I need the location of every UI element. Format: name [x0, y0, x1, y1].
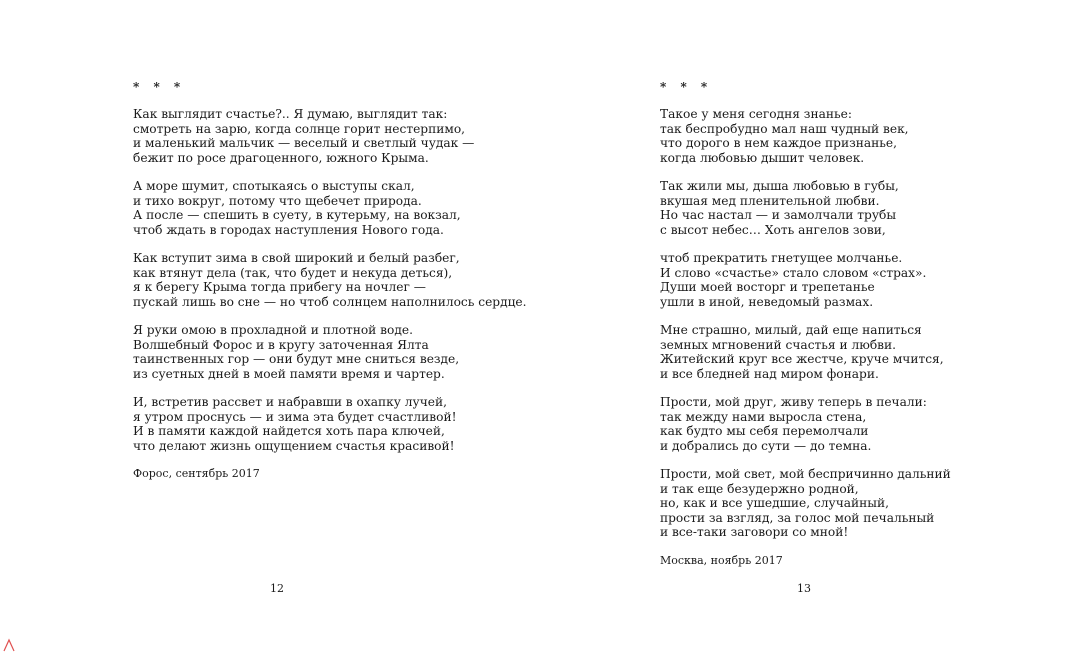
stanza [660, 323, 951, 381]
poem-foros [133, 80, 527, 481]
poem-line: бежит по росе драгоценного, южного Крыма. [133, 150, 429, 165]
poem-line: и все-таки заговори со мной! [660, 525, 849, 539]
poem-line: что дорого в нем каждое признанье, [660, 136, 897, 150]
poem-line: Я руки омою в прохладной и плотной воде. [133, 323, 413, 337]
poem-line: и так еще безудержно родной, [660, 481, 859, 496]
poem-line: И в памяти каждой найдется хоть пара ключей, [133, 424, 445, 438]
poem-line: так между нами выросла стена, [660, 409, 867, 424]
section-ornament: * * * [660, 80, 713, 94]
stanza-list [133, 107, 527, 453]
poem-line: и добрались до сути — до темна. [660, 438, 872, 453]
poem-line: Но час настал — и замолчали трубы [660, 208, 897, 222]
poem-line: и тихо вокруг, потому что щебечет природа. [133, 193, 422, 208]
stanza [660, 251, 951, 309]
poem-line: из суетных дней в моей памяти время и чартер. [133, 366, 445, 381]
poem-line: А море шумит, спотыкаясь о выступы скал, [133, 179, 415, 193]
stanza [133, 323, 527, 381]
poem-line: так беспробудно мал наш чудный век, [660, 121, 909, 136]
stanza [133, 179, 527, 237]
poem-line: с высот небес… Хоть ангелов зови, [660, 222, 886, 237]
right-page [540, 0, 1080, 655]
poem-line: чтоб ждать в городах наступления Нового года. [133, 222, 444, 237]
poem-line: Как выглядит счастье?.. Я думаю, выглядит так: [133, 107, 448, 121]
poem-line: но, как и все ушедшие, случайный, [660, 496, 889, 510]
poem-line: смотреть на зарю, когда солнце горит нестерпимо, [133, 121, 466, 136]
poem-line: как втянут дела (так, что будет и некуда деться), [133, 265, 453, 280]
poem-line: как будто мы себя перемолчали [660, 424, 869, 438]
poem-line: А после — спешить в суету, в кутерьму, на вокзал, [133, 208, 461, 222]
poem-signature: Форос, сентябрь 2017 [133, 467, 260, 480]
stanza [133, 107, 527, 165]
poem-line: Как вступит зима в свой широкий и белый разбег, [133, 251, 460, 265]
poem-line: пускай лишь во сне — но чтоб солнцем наполнилось сердце. [133, 294, 527, 309]
page-number: 12 [270, 582, 284, 595]
stanza [133, 251, 527, 309]
stanza [660, 179, 951, 237]
poem-line: что делают жизнь ощущением счастья красивой! [133, 438, 455, 453]
poem-line: И, встретив рассвет и набравши в охапку лучей, [133, 395, 447, 409]
poem-signature: Москва, ноябрь 2017 [660, 553, 783, 567]
poem-line: чтоб прекратить гнетущее молчанье. [660, 251, 903, 265]
stanza [660, 467, 951, 540]
poem-line: таинственных гор — они будут мне сниться везде, [133, 352, 460, 366]
poem-line: я утром проснусь — и зима эта будет счастливой! [133, 409, 457, 424]
poem-line: Житейский круг все жестче, круче мчится, [660, 352, 944, 366]
poem-line: и все бледней над миром фонари. [660, 366, 879, 381]
section-ornament: * * * [133, 80, 186, 94]
poem-line: Прости, мой свет, мой беспричинно дальний [660, 467, 951, 481]
poem-line: прости за взгляд, за голос мой печальный [660, 510, 935, 525]
poem-line: Прости, мой друг, живу теперь в печали: [660, 395, 927, 409]
stanza-list [660, 107, 951, 540]
poem-line: ушли в иной, неведомый размах. [660, 294, 874, 309]
poem-line: Такое у меня сегодня знанье: [660, 107, 852, 121]
stanza [660, 107, 951, 165]
stanza [660, 395, 951, 453]
poem-line: Волшебный Форос и в кругу заточенная Ялта [133, 337, 429, 352]
poem-line: вкушая мед пленительной любви. [660, 193, 880, 208]
poem-line: Мне страшно, милый, дай еще напиться [660, 323, 922, 337]
poem-line: я к берегу Крыма тогда прибегу на ночлег — [133, 280, 426, 294]
poem-line: Души моей восторг и трепетанье [660, 280, 875, 294]
poem-line: и маленький мальчик — веселый и светлый чудак — [133, 136, 475, 150]
poem-line: когда любовью дышит человек. [660, 150, 865, 165]
stanza [133, 395, 527, 453]
poem-line: И слово «счастье» стало словом «страх». [660, 265, 927, 280]
poem-moscow [660, 80, 951, 568]
poem-line: Так жили мы, дыша любовью в губы, [660, 179, 899, 193]
corner-logo-mark-icon [3, 638, 15, 652]
page-number: 13 [797, 582, 811, 595]
poem-line: земных мгновений счастья и любви. [660, 337, 897, 352]
